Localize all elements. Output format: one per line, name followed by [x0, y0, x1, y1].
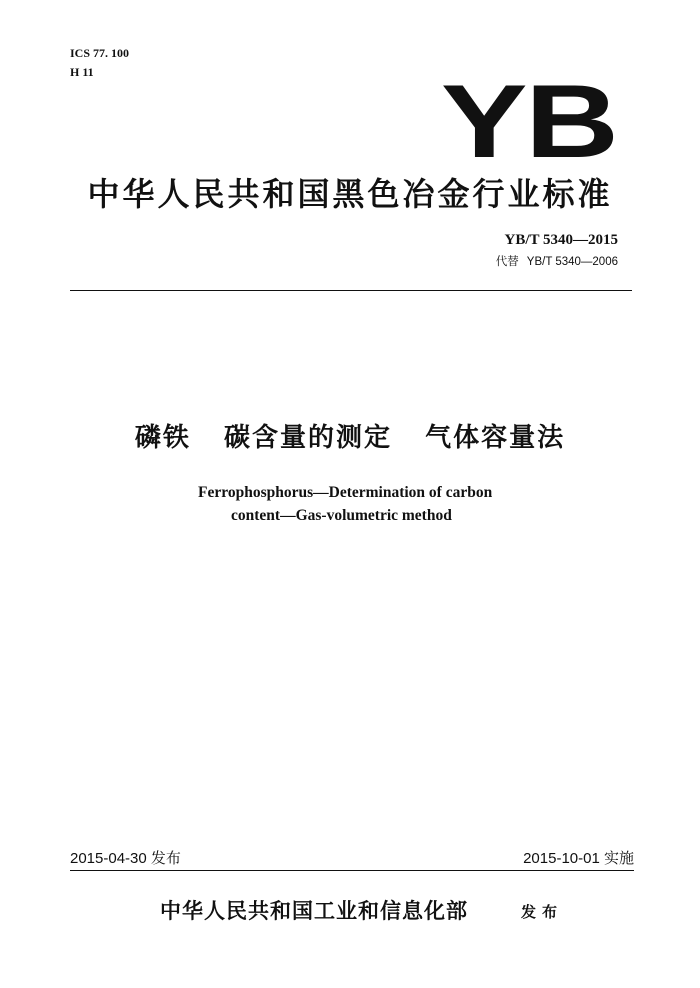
chinese-title: 磷铁 碳含量的测定 气体容量法: [134, 423, 566, 453]
footer-divider: [70, 870, 634, 871]
replaces-line: [496, 254, 618, 270]
classification-block: [70, 44, 129, 82]
replaced-standard-number: YB/T 5340—2006: [526, 256, 618, 268]
header-divider: [70, 290, 632, 291]
category-code: H 11: [70, 65, 94, 79]
english-title-line-1: Ferrophosphorus—Determination of carbon: [198, 484, 493, 501]
issue-date: 2015-04-30 发布: [70, 850, 181, 867]
implementation-date: 2015-10-01 实施: [523, 850, 634, 867]
replaces-label: 代替: [495, 256, 519, 268]
standard-number: YB/T 5340—2015: [504, 232, 618, 248]
industry-standard-title: 中华人民共和国黑色冶金行业标准: [87, 175, 613, 213]
issue-label: 发布: [521, 903, 564, 921]
yb-logo: YB: [440, 64, 616, 180]
issuing-authority: 中华人民共和国工业和信息化部: [160, 899, 468, 923]
ics-code: ICS 77. 100: [70, 46, 130, 60]
english-title-line-2: content—Gas-volumetric method: [231, 507, 452, 524]
